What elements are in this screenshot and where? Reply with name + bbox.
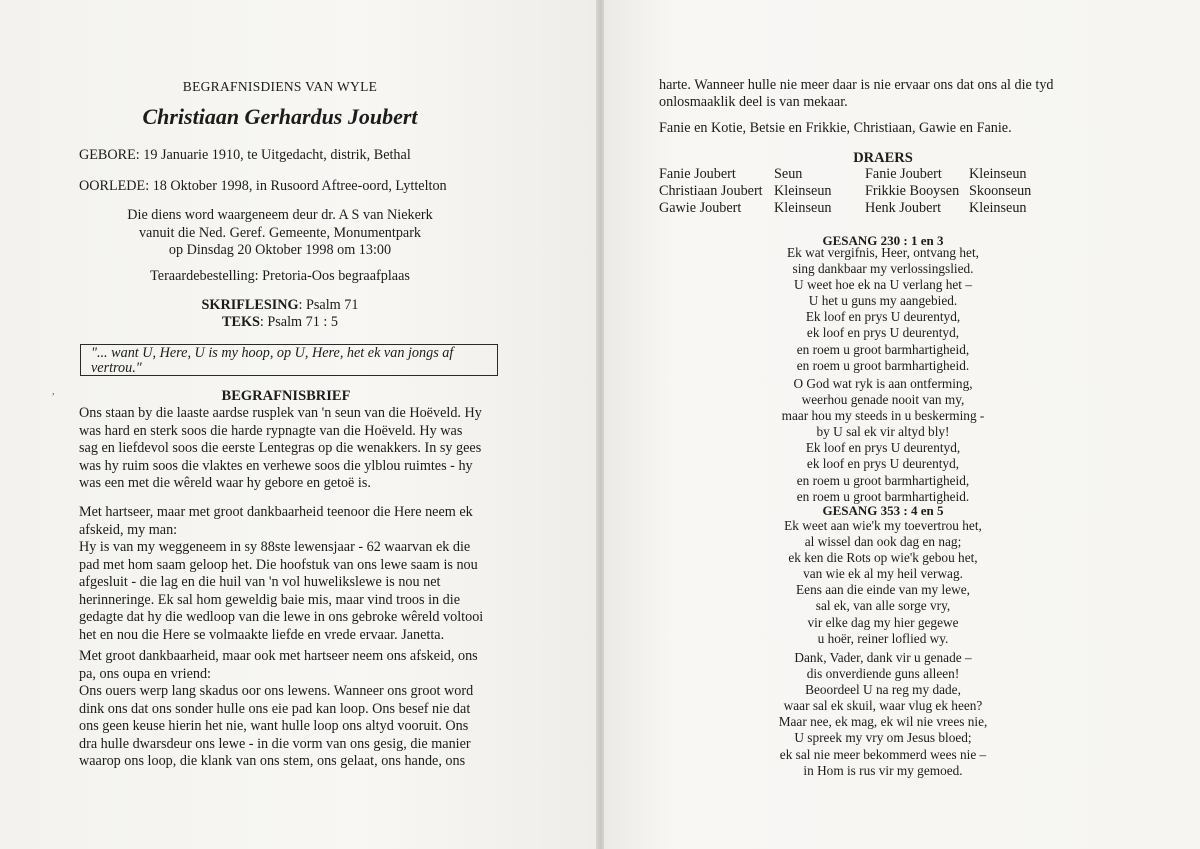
letter-paragraph-3: [79, 648, 494, 771]
paragraph-line: was hy ruim soos die vlaktes en verhewe soos die ylblou ruimtes - hy: [79, 457, 473, 474]
scripture-reading-label: SKRIFLESING: [201, 297, 299, 313]
service-line: vanuit die Ned. Geref. Gemeente, Monumentpark: [138, 224, 422, 241]
quote-line: "... want U, Here, U is my hoop, op U, Here, het ek van jongs af: [91, 345, 454, 361]
bearer-name: Fanie Joubert: [659, 166, 736, 182]
verse-line: ek ken die Rots op wie'k gebou het,: [788, 550, 978, 566]
letter-paragraph-2: [79, 504, 494, 644]
verse-line: maar hou my steeds in u beskerming -: [781, 408, 985, 424]
verse-line: by U sal ek vir altyd bly!: [816, 424, 950, 440]
verse-line: al wissel dan ook dag en nag;: [804, 534, 962, 550]
service-details: [0, 207, 560, 260]
paragraph-line: afgesluit - die lag en die huil van 'n vol huwelikslewe is nou net: [79, 574, 441, 590]
letter-continuation: [659, 77, 1054, 111]
verse-line: Maar nee, ek mag, ek wil nie vrees nie,: [778, 714, 988, 730]
verse-line: vir elke dag my hier gegewe: [807, 614, 959, 630]
verse-line: ek loof en prys U deurentyd,: [806, 325, 960, 341]
paragraph-line: herinneringe. Ek sal hom geweldig baie mis, maar vind troos in die: [79, 591, 460, 608]
hymn-353-verse-4: [618, 518, 1148, 647]
bearer-relation: Skoonseun: [969, 183, 1032, 199]
paragraph-line: afskeid, my man:: [79, 521, 178, 538]
verse-line: ek sal nie meer bekommerd wees nie –: [779, 746, 987, 762]
deceased-name: Christiaan Gerhardus Joubert: [142, 104, 418, 129]
scripture-quote-box: [80, 344, 498, 376]
paragraph-line: pad met hom saam geloop het. Die hoofstuk van ons lewe saam is nou: [79, 556, 478, 573]
verse-line: U spreek my vry om Jesus bloed;: [794, 730, 972, 746]
paragraph-line: harte. Wanneer hulle nie meer daar is nie ervaar ons dat ons al die tyd: [659, 77, 1054, 93]
quote-line: vertrou.": [91, 360, 142, 376]
paragraph-line: Met hartseer, maar met groot dankbaarheid teenoor die Here neem ek: [79, 504, 473, 520]
sermon-text: [0, 314, 560, 331]
verse-line: u hoër, reiner loflied wy.: [817, 630, 949, 646]
bearer-name: Henk Joubert: [865, 200, 942, 216]
birth-line: GEBORE: 19 Januarie 1910, te Uitgedacht, distrik, Bethal: [79, 147, 411, 163]
paragraph-line: sag en liefdevol soos die eerste Lentegras op die wenakkers. In sy gees: [79, 440, 482, 456]
verse-line: dis onverdiende guns alleen!: [806, 666, 960, 682]
funeral-letter-title: BEGRAFNISBRIEF: [221, 388, 351, 404]
verse-line: O God wat ryk is aan ontferming,: [793, 376, 973, 391]
verse-line: waar sal ek skuil, waar vlug ek heen?: [783, 698, 983, 714]
verse-line: U het u guns my aangebied.: [808, 293, 958, 309]
sermon-text-label: TEKS: [222, 314, 260, 330]
paragraph-line: Met groot dankbaarheid, maar ook met hartseer neem ons afskeid, ons: [79, 648, 478, 664]
table-row: [659, 200, 1031, 217]
hymn-230-title: GESANG 230 : 1 en 3: [822, 233, 944, 248]
hymn-230-verse-1: [618, 245, 1148, 374]
verse-line: van wie ek al my heil verwag.: [803, 566, 963, 582]
verse-line: in Hom is rus vir my gemoed.: [803, 762, 963, 778]
paragraph-line: pa, ons oupa en vriend:: [79, 665, 211, 682]
death-line: OORLEDE: 18 Oktober 1998, in Rusoord Aftree-oord, Lyttelton: [79, 178, 447, 194]
bearer-relation: Seun: [774, 166, 803, 182]
verse-line: en roem u groot barmhartigheid,: [796, 341, 970, 357]
paragraph-line: waarop ons loop, die klank van ons stem, ons gelaat, ons hande, ons: [79, 753, 466, 769]
sermon-text-value: : Psalm 71 : 5: [259, 314, 338, 330]
verse-line: Beoordeel U na reg my dade,: [805, 682, 961, 698]
verse-line: en roem u groot barmhartigheid.: [796, 357, 970, 373]
paragraph-line: het en nou die Here se volmaakte liefde en vrede ervaar. Janetta.: [79, 626, 445, 643]
pallbearers-title: DRAERS: [853, 150, 913, 166]
bearer-name: Christiaan Joubert: [659, 183, 763, 199]
paragraph-line: Hy is van my weggeneem in sy 88ste lewensjaar - 62 waarvan ek die: [79, 539, 471, 555]
paragraph-line: Ons ouers werp lang skadus oor ons lewens. Wanneer ons groot word: [79, 683, 474, 699]
service-heading: BEGRAFNISDIENS VAN WYLE: [182, 79, 378, 94]
hymn-230-verse-3: [618, 376, 1148, 505]
verse-line: Ek weet aan wie'k my toevertrou het,: [784, 518, 982, 533]
verse-line: Dank, Vader, dank vir u genade –: [794, 650, 972, 665]
verse-line: U weet hoe ek na U verlang het –: [794, 277, 972, 293]
paragraph-line: ons geen keuse hierin het nie, want hulle loop ons altyd vooruit. Ons: [79, 718, 469, 734]
verse-line: Ek wat vergifnis, Heer, ontvang het,: [787, 245, 979, 260]
letter-paragraph-1: [79, 405, 494, 493]
table-row: [659, 183, 1031, 200]
left-page: [0, 0, 598, 849]
paragraph-line: dra hulle dwarsdeur ons lewe - in die vorm van ons gesig, die manier: [79, 735, 471, 752]
verse-line: sing dankbaar my verlossingslied.: [792, 261, 974, 277]
scripture-reading: [0, 297, 560, 314]
bearer-name: Gawie Joubert: [659, 200, 742, 216]
service-line: Die diens word waargeneem deur dr. A S van Niekerk: [127, 207, 433, 223]
paragraph-line: gedagte dat hy die wedloop van die lewe in ons gebroke wêreld voltooi: [79, 609, 484, 625]
verse-line: weerhou genade nooit van my,: [801, 392, 965, 408]
hymn-353-verse-5: [618, 650, 1148, 779]
paragraph-line: onlosmaaklik deel is van mekaar.: [659, 94, 848, 110]
verse-line: sal ek, van alle sorge vry,: [815, 598, 951, 614]
bearer-name: Fanie Joubert: [865, 166, 942, 182]
margin-mark: ,: [52, 386, 55, 397]
verse-line: ek loof en prys U deurentyd,: [806, 456, 960, 472]
pallbearers-table: [659, 166, 1031, 217]
bearer-relation: Kleinseun: [969, 200, 1027, 216]
family-signature: Fanie en Kotie, Betsie en Frikkie, Christiaan, Gawie en Fanie.: [659, 120, 1012, 136]
paragraph-line: Ons staan by die laaste aardse rusplek van 'n seun van die Hoëveld. Hy: [79, 405, 482, 421]
verse-line: Eens aan die einde van my lewe,: [796, 582, 970, 598]
bearer-name: Frikkie Booysen: [865, 183, 960, 199]
paragraph-line: dink ons dat ons sonder hulle ons eie pad kan loop. Ons besef nie dat: [79, 700, 471, 717]
verse-line: en roem u groot barmhartigheid.: [796, 488, 970, 504]
service-line: op Dinsdag 20 Oktober 1998 om 13:00: [168, 242, 392, 258]
paragraph-line: was een met die wêreld waar hy gebore en getoë is.: [79, 475, 371, 491]
hymn-353-title: GESANG 353 : 4 en 5: [822, 503, 944, 518]
bearer-relation: Kleinseun: [774, 183, 832, 199]
verse-line: en roem u groot barmhartigheid,: [796, 472, 970, 488]
bearer-relation: Kleinseun: [774, 200, 832, 216]
paragraph-line: was hard en sterk soos die harde rypnagte van die Hoëveld. Hy was: [79, 422, 463, 439]
verse-line: Ek loof en prys U deurentyd,: [805, 309, 961, 325]
bearer-relation: Kleinseun: [969, 166, 1027, 182]
verse-line: Ek loof en prys U deurentyd,: [805, 440, 961, 456]
table-row: [659, 166, 1031, 183]
scripture-reading-value: : Psalm 71: [298, 297, 359, 313]
burial-line: Teraardebestelling: Pretoria-Oos begraafplaas: [150, 268, 410, 284]
